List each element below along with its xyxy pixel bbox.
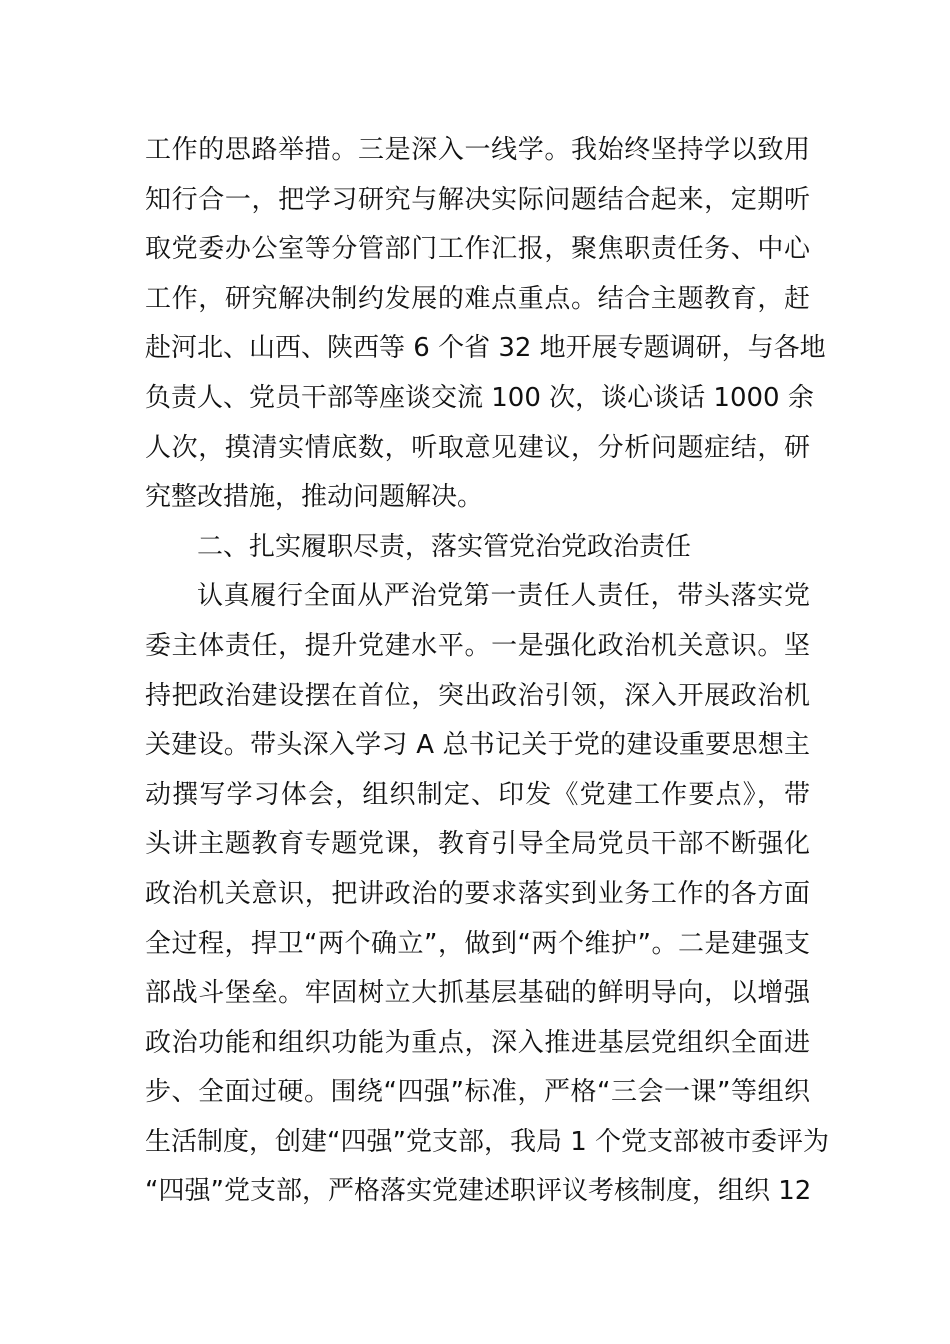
text-line: 动撰写学习体会，组织制定、印发《党建工作要点》，带 <box>145 779 810 810</box>
text-line: 认真履行全面从严治党第一责任人责任，带头落实党 <box>197 581 810 612</box>
text-line: 人次，摸清实情底数，听取意见建议，分析问题症结，研 <box>145 432 810 463</box>
text-line: 委主体责任，提升党建水平。一是强化政治机关意识。坚 <box>145 630 810 661</box>
text-line: 工作，研究解决制约发展的难点重点。结合主题教育，赶 <box>145 283 810 314</box>
text-line: 部战斗堡垒。牢固树立大抓基层基础的鲜明导向，以增强 <box>145 978 810 1009</box>
text-line: 负责人、党员干部等座谈交流 100 次，谈心谈话 1000 余 <box>145 382 814 413</box>
text-line: 究整改措施，推动问题解决。 <box>145 482 484 513</box>
document-body <box>145 126 830 1217</box>
text-line: 头讲主题教育专题党课，教育引导全局党员干部不断强化 <box>145 829 810 860</box>
text-line: 生活制度，创建“四强”党支部，我局 1 个党支部被市委评为 <box>145 1126 830 1157</box>
text-line: 知行合一，把学习研究与解决实际问题结合起来，定期听 <box>145 184 810 215</box>
text-line: 取党委办公室等分管部门工作汇报，聚焦职责任务、中心 <box>145 234 810 265</box>
text-line: 步、全面过硬。围绕“四强”标准，严格“三会一课”等组织 <box>145 1077 810 1108</box>
text-line: 政治功能和组织功能为重点，深入推进基层党组织全面进 <box>145 1027 810 1058</box>
text-line: “四强”党支部，严格落实党建述职评议考核制度，组织 12 <box>145 1176 812 1207</box>
paragraph-two <box>145 572 830 1217</box>
section-heading: 二、扎实履职尽责，落实管党治党政治责任 <box>197 531 692 562</box>
text-line: 全过程，捍卫“两个确立”，做到“两个维护”。二是建强支 <box>145 928 810 959</box>
text-line: 赴河北、山西、陕西等 6 个省 32 地开展专题调研，与各地 <box>145 333 826 364</box>
text-line: 工作的思路举措。三是深入一线学。我始终坚持学以致用 <box>145 135 810 165</box>
text-line: 政治机关意识，把讲政治的要求落实到业务工作的各方面 <box>145 878 810 909</box>
text-line: 关建设。带头深入学习 A 总书记关于党的建设重要思想主 <box>145 730 810 761</box>
paragraph-one <box>145 126 826 523</box>
text-line: 持把政治建设摆在首位，突出政治引领，深入开展政治机 <box>145 680 810 711</box>
